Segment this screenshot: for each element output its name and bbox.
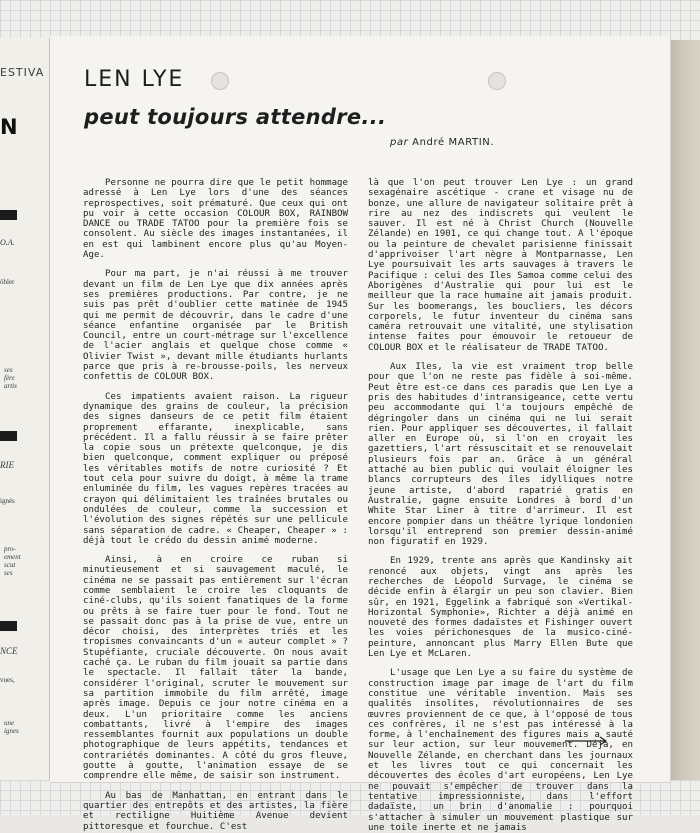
article-paragraph: Ainsi, à en croire ce ruban si minutieusement et si sauvagement maculé, le cinéma ne se passait pas entièrement sur l'écran comme semblaient le croire les cloquants de ciné-clubs, qu'ils soient fanatiques de la forme ou prêts à se faire tuer pour le fond. Tout ne se passait donc pas à la prise de vue, entre un décor choisi, des interprètes triés et les tropismes convaincants d'un « auteur complet » ? Stupéfiante, cruciale découverte. On nous avait caché ça. Le ruban du film jouait sa partie dans le spectacle. Il fallait tâter la bande, considérer l'original, scruter le mouvement sur sa partition immobile du film arrêté, image après image. Depuis ce jour notre cinéma en a deux. L'un prioritaire comme les anciens combattants, livré à l'empire des images ressemblantes fournit aux populations un double photographique de leurs appétits, tendances et contrariétés dominantes. A côté du gros fleuve, goutte à goutte, l'animation essaye de se comprendre elle même, de saisir son instrument.: [83, 555, 348, 782]
right-page-edge: [668, 40, 700, 780]
left-folded-page: [0, 38, 50, 780]
article-paragraph: En 1929, trente ans après que Kandinsky ait renoncé aux objets, vingt ans après les recherches de Léopold Survage, le cinéma se décide enfin à élargir un peu son clavier. Bien sûr, en 1921, Eggelink a fabriqué son «Vertikal-Horizontal Symphonie», Richter a déjà animé en nouveté des formes dadaïstes et Fishinger ouvert les voies périchonesques de la musico-ciné-peinture, annoncant plus Marry Ellen Bute que Len Lye et McLaren.: [368, 556, 633, 660]
article-paragraph: Au bas de Manhattan, en entrant dans le quartier des entrepôts et des artistes, la fière et rectiligne Huitième Avenue devient pittoresque et fourchue. C'est: [83, 790, 348, 832]
left-fragment: ses: [4, 569, 13, 577]
left-fragment: une: [4, 719, 15, 727]
punch-hole-icon: [488, 72, 506, 90]
left-fragment: ement: [4, 553, 21, 561]
byline-author: André MARTIN.: [412, 137, 495, 148]
punch-hole-icon: [211, 72, 229, 90]
article-paragraph: L'usage que Len Lye a su faire du système de construction image par image de l'art du film constitue une véritable invention. Mais ses qualités insolites, révolutionnaires de ses œuvres proviennent de ce que, à l'opposé de tous ces confrères, il ne s'est pas intéressé à la forme, à l'enchaînement des figures mais a sauté sur leur action, sur leur mouvement. Déjà, en Nouvelle Zélande, en cherchant dans les journaux et les livres tout ce qui concernait les découvertes des écoles d'art européens, Len Lye ne pouvait s'empêcher de trouver dans la tentative impressionniste, dans l'effort dadaïste, un brin d'anomalie : pourquoi s'attacher à simuler un mouvement plastique sur une toile inerte et ne jamais: [368, 668, 633, 833]
left-fragment: ignes: [4, 727, 19, 735]
left-fragment: scut: [4, 561, 16, 569]
left-black-bar: [0, 431, 17, 441]
article-page: [50, 36, 670, 833]
article-paragraph: là que l'on peut trouver Len Lye : un grand sexagénaire ascétique - crane et visage nu de bonze, une allure de navigateur solitaire prêt à rire au nez des indiscrets qui veulent le sauver. Il est né à Christ Church (Nouvelle Zélande) en 1901, ce qui change tout. A l'époque ou la peinture de chevalet parisienne finissait d'apprivoiser l'art nègre à Montparnasse, Len Lye poursuivait les arts sauvages à travers le Pacifique : celui des Iles Samoa comme celui des Aborigènes d'Australie qui pour lui est le meilleur que la race humaine ait jamais produit. Sur les boomerangs, les boucliers, les décors corporels, le futur inventeur du cinéma sans caméra retrouvait une vitalité, une stylisation intense faites pour émouvoir le retoueur de COLOUR BOX et le réalisateur de TRADE TATOO.: [368, 178, 633, 353]
left-black-bar: [0, 621, 17, 631]
article-column-right: [368, 178, 633, 833]
left-fragment: ses: [4, 366, 13, 374]
left-fragment: artis: [4, 382, 17, 390]
left-fragment: öhler: [0, 278, 15, 286]
left-fragment: vues,: [0, 676, 15, 684]
article-subtitle: peut toujours attendre...: [84, 105, 387, 129]
article-paragraph: Personne ne pourra dire que le petit hommage adressé à Len Lye lors d'une des séances reprospectives, soit prématuré. Que ceux qui ont pu voir à cette occasion COLOUR BOX, RAINBOW DANCE ou TRADE TATOO pour la première fois se consolent. Au siècle des images instantanées, il en est qui lambinent encore plus qu'au Moyen-Age.: [83, 178, 348, 261]
left-fragment: ignés: [0, 497, 15, 505]
artist-title: LEN LYE: [84, 67, 185, 92]
left-fragment: N: [0, 115, 18, 139]
left-fragment: ESTIVA: [0, 66, 45, 79]
left-fragment: RIE: [0, 460, 14, 470]
article-paragraph: Pour ma part, je n'ai réussi à me trouver devant un film de Len Lye que dix années après ses premières productions. Par contre, je ne suis pas prêt d'oublier cette matinée de 1945 qui me permit de découvrir, dans le cadre d'une séance enfantine organisée par le British Council, entre un court-métrage sur l'excellence de l'acier anglais et quelque chose comme « Olivier Twist », devant mille étudiants hurlants parce que pris à re-brousse-poils, les nerveux confettis de COLOUR BOX.: [83, 269, 348, 383]
article-paragraph: Ces impatients avaient raison. La rigueur dynamique des grains de couleur, la précision des signes danseurs de ce petit film étaient proprement effarante, inexplicable, sans précédent. Il a fallu réussir à se faire prêter la copie sous un prétexte quelconque, je dis bien quelconque, comment expliquer ou préposé les véritables motifs de notre curiosité ? Et tout cela pour suivre du doigt, à même la trame enluminée du film, les vagues repères tracées au crayon qui délimitaient les traînées brutales ou ondulées de couleur, comme la succession et l'évolution des signes répétés sur une pellicule sans séparation de cadre. « Cheaper, Cheaper » : déjà tout le crédo du dessin animé moderne.: [83, 391, 348, 546]
left-fragment: NCE: [0, 646, 18, 656]
left-fragment: pro-: [4, 545, 16, 553]
left-fragment: O.A.: [0, 238, 15, 247]
article-paragraph: Aux Iles, la vie est vraiment trop belle pour que l'on ne reste pas fidèle à soi-même. Peut être est-ce dans ces paradis que Len Lye a pris des habitudes d'intransigeance, cette vertu peu accommodante qui l'a toujours empêché de dégringoler dans un cinéma qui ne lui serait rien. Pour appliquer ses découvertes, il fallait aller en Europe où, si l'on en croyait les gazettiers, l'art réssuscitait et se renouvelait plusieurs fois par an. Grâce à un général attaché au bien public qui voulait éloigner les blancs corrupteurs des îles idylliques notre jeune artiste, d'abord rapatrié gratis en Australie, gagne ensuite Londres à bord d'un White Star Liner à titre d'arrimeur. Il est encore pompier dans un théâtre lyrique londonien lorsqu'il entreprend son premier dessin-animé non figuratif en 1929.: [368, 362, 633, 548]
byline: [390, 137, 494, 148]
left-fragment: fère: [4, 374, 15, 382]
left-black-bar: [0, 210, 17, 220]
article-column-left: [83, 178, 348, 832]
continue-arrow-icon: [565, 736, 610, 746]
byline-prefix: par: [390, 137, 409, 148]
